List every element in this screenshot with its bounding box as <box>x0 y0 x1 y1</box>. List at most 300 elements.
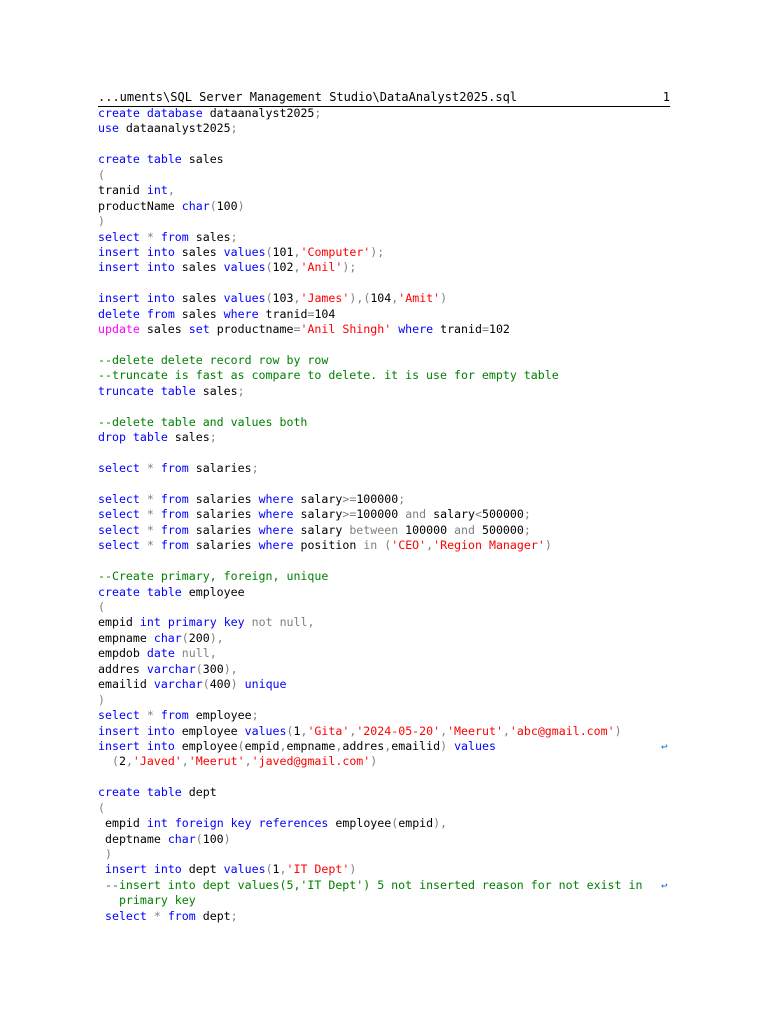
code-line <box>98 631 678 646</box>
code-token: between <box>349 522 399 537</box>
code-token: ( <box>181 630 189 645</box>
code-token: ( <box>237 738 245 753</box>
code-token: 100 <box>202 831 224 846</box>
code-token: into <box>153 862 182 877</box>
code-line <box>98 538 678 553</box>
code-token <box>168 816 175 830</box>
code-token <box>154 538 161 552</box>
code-token: set <box>188 322 210 337</box>
code-token: ( <box>202 677 210 692</box>
code-token <box>154 507 161 521</box>
code-token: * <box>146 538 154 553</box>
code-token: select <box>98 708 140 723</box>
code-token <box>140 507 147 521</box>
code-token: ( <box>195 661 203 676</box>
code-token: int <box>146 183 168 198</box>
code-token: 'Region Manager' <box>433 538 545 553</box>
code-token: primary key <box>98 893 196 908</box>
code-token: = <box>293 322 301 337</box>
code-token: select <box>98 522 140 537</box>
code-token: employee <box>174 738 238 753</box>
code-token: emailid <box>98 677 154 692</box>
code-token: 'Computer' <box>300 244 371 259</box>
code-token: 200 <box>188 630 210 645</box>
code-token: --truncate is fast as compare to delete. it is use for empty table <box>98 368 559 383</box>
code-line <box>98 909 678 924</box>
code-token: ( <box>265 291 273 306</box>
code-line <box>98 430 678 445</box>
code-token: and <box>454 522 475 537</box>
code-token <box>98 909 105 923</box>
code-token: * <box>146 507 154 522</box>
code-token: date <box>146 646 175 661</box>
code-token: table <box>160 383 196 398</box>
code-line <box>98 291 678 306</box>
code-token: , <box>293 260 301 275</box>
code-token: sales <box>139 322 189 337</box>
code-token: salaries <box>188 491 259 506</box>
code-line <box>98 415 678 430</box>
code-line <box>98 754 678 769</box>
code-token: deptname <box>98 831 168 846</box>
code-token: sales <box>174 244 224 259</box>
code-token: 'javed@gmail.com' <box>251 754 371 769</box>
code-token: insert <box>98 723 140 738</box>
code-token <box>154 523 161 537</box>
code-token <box>140 291 147 305</box>
code-line <box>98 183 678 198</box>
code-token: sales <box>181 152 224 167</box>
code-token: values <box>223 862 266 877</box>
code-token: where <box>398 322 434 337</box>
code-token: ) <box>230 677 238 692</box>
code-token: 100000 <box>356 491 399 506</box>
code-token: ) <box>104 847 112 861</box>
code-token: salary <box>293 522 350 537</box>
code-token <box>245 615 252 629</box>
code-token: * <box>153 908 161 923</box>
code-token: ); <box>342 260 357 275</box>
code-token: ) <box>237 198 245 213</box>
code-token: ; <box>237 383 245 398</box>
code-line <box>98 353 678 368</box>
code-token <box>140 585 147 599</box>
code-token: 'Meerut' <box>188 754 245 769</box>
code-token: 'James' <box>300 291 350 306</box>
code-token: employee <box>181 584 245 599</box>
code-token: = <box>307 306 315 321</box>
code-token: ( <box>111 754 119 769</box>
code-line <box>98 847 678 862</box>
code-token: 'Javed' <box>132 754 182 769</box>
code-token: values <box>223 260 266 275</box>
code-token: , <box>335 738 343 753</box>
code-token: values <box>223 244 266 259</box>
code-token <box>140 230 147 244</box>
code-token: ), <box>223 661 238 676</box>
code-token: salaries <box>188 522 259 537</box>
code-token: where <box>258 522 294 537</box>
code-token: select <box>98 538 140 553</box>
code-token: values <box>223 291 266 306</box>
code-line <box>98 384 678 399</box>
code-token: 100 <box>216 198 238 213</box>
code-token: empname <box>286 738 336 753</box>
code-token <box>98 847 105 861</box>
code-token <box>140 245 147 259</box>
code-line <box>98 708 678 723</box>
code-token: into <box>146 260 175 275</box>
code-token: create <box>98 584 140 599</box>
code-line <box>98 307 678 322</box>
code-token: ) <box>440 738 448 753</box>
code-token: * <box>146 522 154 537</box>
code-token: ; <box>251 461 259 476</box>
code-token: ( <box>265 862 273 877</box>
code-token: ) <box>223 831 231 846</box>
code-token: not <box>251 615 273 630</box>
code-token: , <box>181 754 189 769</box>
code-token: , <box>384 738 392 753</box>
code-token: ) <box>98 214 105 229</box>
code-token: create <box>98 152 140 167</box>
code-token: dataanalyst2025 <box>202 106 315 120</box>
code-token: ( <box>286 723 294 738</box>
code-token: , <box>125 754 133 769</box>
code-token: dept <box>195 908 231 923</box>
code-token: 'abc@gmail.com' <box>509 723 615 738</box>
code-token: empdob <box>98 646 147 661</box>
code-token: char <box>181 198 210 213</box>
code-token: tranid <box>433 322 482 337</box>
code-token: empname <box>98 630 154 645</box>
code-token <box>140 106 147 120</box>
code-token: insert <box>104 862 147 877</box>
code-token: ( <box>98 167 105 182</box>
code-token: into <box>146 291 175 306</box>
code-line <box>98 569 678 584</box>
code-token: ) <box>98 692 105 707</box>
code-token: sales <box>195 383 238 398</box>
code-line <box>98 507 678 522</box>
code-token: from <box>160 229 189 244</box>
code-token <box>98 878 105 892</box>
code-token: 103 <box>272 291 294 306</box>
code-token <box>154 384 161 398</box>
code-token <box>140 461 147 475</box>
code-token: ) <box>440 291 448 306</box>
code-token <box>147 909 154 923</box>
code-line <box>98 646 678 661</box>
code-token <box>98 754 112 768</box>
code-token <box>238 677 245 691</box>
code-token: ) <box>544 538 552 553</box>
code-token: , <box>502 723 510 738</box>
code-token: select <box>98 507 140 522</box>
code-token: ( <box>384 538 392 553</box>
code-token: productname <box>209 322 294 337</box>
code-token: empid <box>98 615 140 630</box>
code-token: from <box>160 507 189 522</box>
code-token: null, <box>181 646 217 661</box>
code-token: --delete table and values both <box>98 414 308 429</box>
code-token: emailid <box>391 738 441 753</box>
code-token: , <box>300 723 308 738</box>
code-line <box>98 878 678 893</box>
code-token <box>140 260 147 274</box>
code-token: --insert into dept values(5,'IT Dept') 5 not inserted reason for not exist in <box>104 877 643 892</box>
code-token: 1 <box>272 862 280 877</box>
code-token <box>140 307 147 321</box>
code-token: sales <box>174 260 224 275</box>
code-token: from <box>160 461 189 476</box>
code-line <box>98 230 678 245</box>
code-token: , <box>279 738 287 753</box>
code-token <box>140 152 147 166</box>
code-token: position <box>293 538 364 553</box>
code-token <box>140 739 147 753</box>
code-token: 1 <box>293 723 301 738</box>
code-token: where <box>258 507 294 522</box>
code-token: dept <box>181 785 217 800</box>
code-token: ; <box>251 708 259 723</box>
code-token: insert <box>98 244 140 259</box>
code-token: primary <box>167 615 217 630</box>
code-token: salaries <box>188 507 259 522</box>
code-token <box>140 724 147 738</box>
code-token: --delete delete record row by row <box>98 353 329 367</box>
code-token: ; <box>314 106 322 120</box>
code-token: null, <box>279 615 315 630</box>
code-token: use <box>98 121 119 136</box>
page-number: 1 <box>662 90 670 104</box>
code-token: ; <box>230 229 238 244</box>
code-token: varchar <box>146 661 196 676</box>
code-line <box>98 168 678 183</box>
code-line <box>98 106 678 121</box>
code-token: ), <box>209 630 224 645</box>
code-token: empid <box>98 816 147 831</box>
code-line <box>98 399 678 414</box>
code-token: 'Anil Shingh' <box>300 322 392 337</box>
code-token: where <box>258 538 294 553</box>
code-token: ), <box>433 816 448 831</box>
code-token <box>217 615 224 629</box>
code-token: >= <box>342 507 357 522</box>
code-token: truncate <box>98 383 154 398</box>
line-wrap-icon: ↩ <box>661 739 668 753</box>
code-token: 'CEO' <box>391 538 427 553</box>
code-line <box>98 893 678 908</box>
code-token: 'IT Dept' <box>286 862 350 877</box>
code-token: int <box>139 615 161 630</box>
code-token <box>140 492 147 506</box>
code-token: 100000 <box>356 507 406 522</box>
code-token: sales <box>188 229 231 244</box>
code-token: tranid <box>98 183 147 198</box>
code-token: , <box>391 291 399 306</box>
code-line <box>98 801 678 816</box>
code-token: foreign <box>174 816 224 831</box>
code-token: 'Anil' <box>300 260 343 275</box>
code-line <box>98 862 678 877</box>
code-token: , <box>293 291 301 306</box>
code-token: = <box>481 322 489 337</box>
code-token: ; <box>523 522 531 537</box>
code-token: char <box>167 831 196 846</box>
code-token: 104 <box>314 306 336 321</box>
code-token: update <box>98 322 140 337</box>
code-token: where <box>223 306 259 321</box>
code-token: , <box>167 183 175 198</box>
code-token: insert <box>98 291 140 306</box>
code-token: key <box>223 615 245 630</box>
code-token: employee <box>328 816 392 831</box>
code-line <box>98 477 678 492</box>
code-line <box>98 523 678 538</box>
code-token: values <box>454 738 496 753</box>
code-token <box>140 538 147 552</box>
code-line <box>98 677 678 692</box>
code-token: , <box>349 723 357 738</box>
code-token <box>140 785 147 799</box>
code-token <box>154 461 161 475</box>
code-token: select <box>98 229 140 244</box>
code-token: , <box>244 754 252 769</box>
code-token: from <box>160 491 189 506</box>
code-token: table <box>132 430 168 445</box>
code-line <box>98 446 678 461</box>
code-token: , <box>426 538 434 553</box>
code-token: from <box>160 538 189 553</box>
code-token <box>147 862 154 876</box>
code-token: 500000 <box>475 522 524 537</box>
code-line <box>98 785 678 800</box>
code-token: ; <box>523 507 531 522</box>
code-token: salaries <box>188 538 259 553</box>
code-line <box>98 600 678 615</box>
code-token <box>252 816 259 830</box>
code-token: salary <box>293 491 343 506</box>
code-token <box>98 862 105 876</box>
code-token: from <box>167 908 196 923</box>
code-token <box>140 708 147 722</box>
code-token: addres <box>98 661 147 676</box>
code-token: * <box>146 229 154 244</box>
code-line <box>98 461 678 476</box>
code-token: key <box>230 816 252 831</box>
code-token: drop <box>98 430 126 445</box>
code-token: ) <box>370 754 378 769</box>
code-token: sales <box>167 430 210 445</box>
code-token: from <box>160 522 189 537</box>
line-wrap-icon: ↩ <box>661 878 668 892</box>
code-token: >= <box>342 491 357 506</box>
code-token: select <box>98 491 140 506</box>
code-token: and <box>405 507 427 522</box>
code-line <box>98 152 678 167</box>
code-token: '2024-05-20' <box>356 723 441 738</box>
code-token: ; <box>230 908 238 923</box>
code-token: , <box>293 244 301 259</box>
code-token: create <box>98 785 140 800</box>
code-token: dataanalyst2025 <box>118 121 231 136</box>
code-token <box>154 708 161 722</box>
code-token: 102 <box>488 322 510 337</box>
code-token: ; <box>230 121 238 136</box>
code-token: ( <box>209 198 217 213</box>
code-token: table <box>146 152 182 167</box>
code-token: empid <box>244 738 280 753</box>
code-token: into <box>146 738 175 753</box>
code-line <box>98 615 678 630</box>
code-token: 300 <box>202 661 224 676</box>
code-line <box>98 338 678 353</box>
code-token: create <box>98 106 140 120</box>
code-token: salary <box>426 507 476 522</box>
code-token: addres <box>342 738 385 753</box>
code-token <box>154 230 161 244</box>
code-token: ); <box>370 244 385 259</box>
code-token: 'Gita' <box>307 723 350 738</box>
code-line <box>98 662 678 677</box>
code-token: ( <box>98 800 105 815</box>
code-token: table <box>146 584 182 599</box>
code-token <box>126 430 133 444</box>
code-token <box>273 615 280 629</box>
code-token <box>161 615 168 629</box>
code-token: references <box>258 816 329 831</box>
code-token: delete <box>98 306 140 321</box>
code-token: 100000 <box>398 522 455 537</box>
code-line <box>98 492 678 507</box>
code-token: ) <box>614 723 622 738</box>
code-token: ( <box>391 816 399 831</box>
code-token: from <box>146 306 175 321</box>
file-path: ...uments\SQL Server Management Studio\DataAnalyst2025.sql <box>98 90 518 104</box>
code-token: ; <box>398 491 406 506</box>
code-line <box>98 245 678 260</box>
code-token: ( <box>265 244 273 259</box>
code-token <box>161 909 168 923</box>
code-line <box>98 770 678 785</box>
code-line <box>98 724 678 739</box>
code-token <box>224 816 231 830</box>
code-token: --Create primary, foreign, unique <box>98 569 329 584</box>
code-line <box>98 137 678 152</box>
code-token: 102 <box>272 260 294 275</box>
sql-code-listing <box>98 106 678 924</box>
code-token: ( <box>195 831 203 846</box>
code-token: database <box>146 106 203 120</box>
code-token: where <box>258 491 294 506</box>
code-token: in <box>363 538 378 553</box>
code-token: employee <box>188 708 252 723</box>
code-token <box>140 523 147 537</box>
code-line <box>98 739 678 754</box>
code-token: , <box>440 723 448 738</box>
code-token: sales <box>174 291 224 306</box>
code-token: 101 <box>272 244 294 259</box>
code-token: employee <box>174 723 245 738</box>
code-token: salary <box>293 507 343 522</box>
code-line <box>98 554 678 569</box>
page-header <box>98 90 670 107</box>
code-token: int <box>146 816 168 831</box>
code-token: * <box>146 708 154 723</box>
code-token: ( <box>98 600 105 614</box>
code-token: 104 <box>370 291 392 306</box>
